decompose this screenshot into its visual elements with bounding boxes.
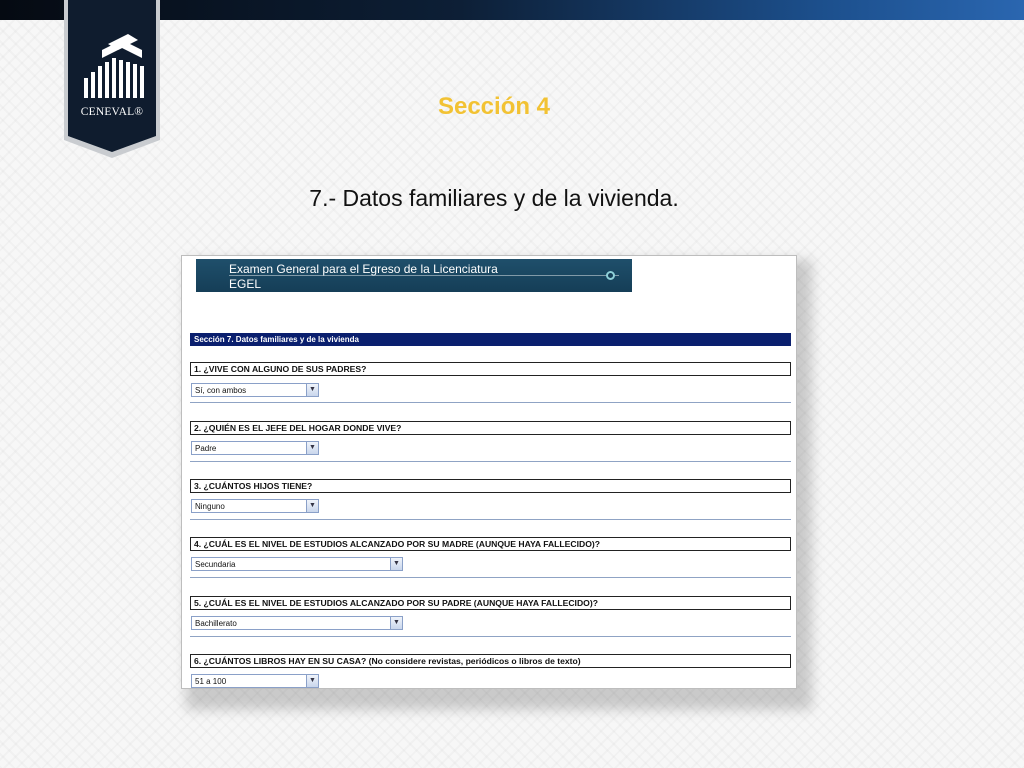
answer-select[interactable] [191,674,319,688]
select-value: 51 a 100 [195,677,227,686]
answer-select[interactable] [191,441,319,455]
answer-select[interactable] [191,557,403,571]
chevron-down-icon[interactable]: ▼ [306,675,318,687]
egel-header [196,259,632,292]
select-value: Bachillerato [195,619,237,628]
divider [190,636,791,637]
divider [190,519,791,520]
egel-header-acronym: EGEL [229,277,262,291]
section-title: Sección 4 [437,93,551,120]
chevron-down-icon[interactable]: ▼ [306,500,318,512]
chevron-down-icon[interactable]: ▼ [390,558,402,570]
question-label: 4. ¿CUÁL ES EL NIVEL DE ESTUDIOS ALCANZADO POR SU MADRE (AUNQUE HAYA FALLECIDO)? [190,537,791,551]
question-label: 3. ¿CUÁNTOS HIJOS TIENE? [190,479,791,493]
question-label: 1. ¿VIVE CON ALGUNO DE SUS PADRES? [190,362,791,376]
divider [190,461,791,462]
question-label: 6. ¿CUÁNTOS LIBROS HAY EN SU CASA? (No considere revistas, periódicos o libros de texto) [190,654,791,668]
select-value: Ninguno [195,502,225,511]
answer-select[interactable] [191,616,403,630]
answer-select[interactable] [191,499,319,513]
chevron-down-icon[interactable]: ▼ [306,442,318,454]
header-rule [229,275,619,276]
slide-subtitle: 7.- Datos familiares y de la vivienda. [309,185,679,211]
logo-text: CENEVAL® [80,106,144,118]
section-band: Sección 7. Datos familiares y de la vivienda [190,333,791,346]
egel-header-title: Examen General para el Egreso de la Licenciatura [229,262,498,276]
ceneval-logo-emblem-icon [64,0,160,158]
header-dot-icon [606,271,615,280]
ceneval-logo [64,0,160,158]
select-value: Padre [195,444,217,453]
question-label: 5. ¿CUÁL ES EL NIVEL DE ESTUDIOS ALCANZADO POR SU PADRE (AUNQUE HAYA FALLECIDO)? [190,596,791,610]
divider [190,402,791,403]
select-value: Secundaria [195,560,236,569]
divider [190,577,791,578]
question-label: 2. ¿QUIÉN ES EL JEFE DEL HOGAR DONDE VIVE? [190,421,791,435]
select-value: Sí, con ambos [195,386,247,395]
form-screenshot [181,255,797,689]
chevron-down-icon[interactable]: ▼ [390,617,402,629]
answer-select[interactable] [191,383,319,397]
chevron-down-icon[interactable]: ▼ [306,384,318,396]
